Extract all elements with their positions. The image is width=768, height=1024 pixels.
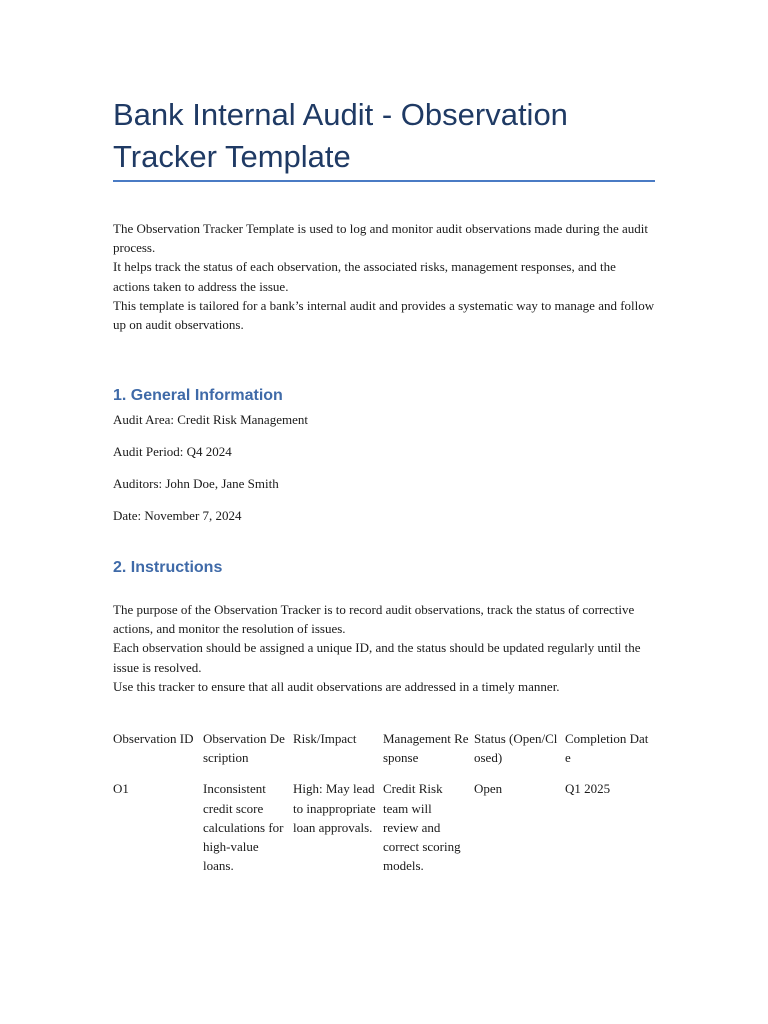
column-header: Observation Description [203, 731, 285, 766]
instructions-line: Use this tracker to ensure that all audit observations are addressed in a timely manner. [113, 678, 560, 694]
column-header: Completion Date [565, 731, 649, 766]
document-title: Bank Internal Audit - Observation Tracker Template [113, 97, 568, 174]
instructions-line: Each observation should be assigned a unique ID, and the status should be updated regularly until the issue is resolved. [113, 640, 641, 675]
field-auditors: Auditors: John Doe, Jane Smith [113, 476, 279, 491]
table-header-row [113, 729, 655, 779]
table-row [113, 779, 655, 875]
observation-table [113, 729, 655, 875]
intro-line: This template is tailored for a bank’s internal audit and provides a systematic way to manage and follow up on audit observations. [113, 297, 655, 333]
intro-line: It helps track the status of each observation, the associated risks, management responses, and the actions taken to address the issue. [113, 259, 616, 294]
field-audit-period: Audit Period: Q4 2024 [113, 444, 232, 459]
column-header: Observation ID [113, 731, 194, 746]
table-cell: Inconsistent credit score calculations for high-value loans. [203, 781, 284, 874]
table-cell: High: May lead to inappropriate loan approvals. [293, 781, 376, 835]
intro-line: The Observation Tracker Template is used to log and monitor audit observations made during the audit process. [113, 221, 648, 256]
field-audit-area: Audit Area: Credit Risk Management [113, 412, 308, 427]
column-header: Risk/Impact [293, 731, 357, 746]
table-cell: Credit Risk team will review and correct scoring models. [383, 781, 461, 874]
intro-paragraph [113, 219, 655, 334]
table-cell: O1 [113, 781, 129, 797]
table-cell: Open [474, 781, 503, 797]
field-date: Date: November 7, 2024 [113, 508, 242, 523]
column-header: Status (Open/Closed) [474, 731, 558, 766]
section-heading-instructions: 2. Instructions [113, 559, 223, 576]
column-header: Management Response [383, 731, 469, 766]
instructions-paragraph [113, 600, 655, 696]
section-heading-general-information: 1. General Information [113, 387, 283, 404]
table-cell: Q1 2025 [565, 781, 611, 797]
title-divider [113, 180, 655, 182]
instructions-line: The purpose of the Observation Tracker is to record audit observations, track the status of corrective actions, and monitor the resolution of issues. [113, 602, 635, 637]
